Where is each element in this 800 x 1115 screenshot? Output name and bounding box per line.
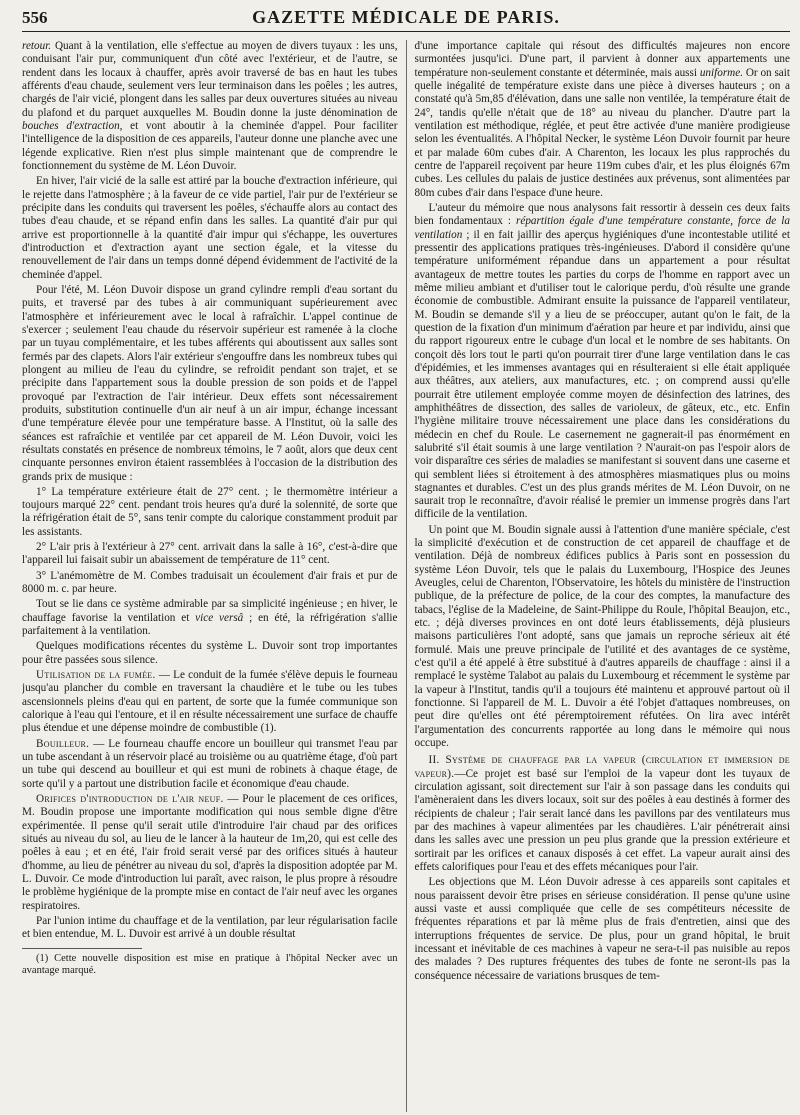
page-number: 556 xyxy=(22,8,48,27)
paragraph: L'auteur du mémoire que nous analysons fait ressortir à dessein ces deux faits bien fondamentaux : répartition égale d'une température constante, force de la ventilation ; il en fait jaillir des aperçus hygiéniques d'une incontestable utilité et pressentir des applications pratiques très-ingénieuses. D'abord il considère qu'une température uniformément répandue dans un appartement a pour résultat avantageux de mettre toutes les parties du corps de l'homme en rapport avec un même milieu ambiant et d'utiliser tout le calorique perdu, d'où résulte une grande économie de combustible. Admirant ensuite la puissance de l'appareil ventilateur, M. Boudin se demande s'il y a lieu de se préoccuper, autant qu'on le fait, de la question de la fixation d'un minimum d'aération par heure et par individu, ainsi que du rapport rigoureux entre le cubage d'un local et le nombre de ses habitants. On conçoit dès lors tout le parti qu'on pourrait tirer d'une large ventilation dans le cas d'épidémies, et les immenses avantages qui en résulteraient si elle était appliquée aux théâtres, aux ateliers, aux manufactures, etc. ; on comprend aussi qu'elle pourrait être utilement employée comme moyen de désinfection des latrines, des amphithéâtres de dissection, des salles de varioleux, de gâteux, etc., etc. Enfin l'hygiène militaire trouve nécessairement une place dans les considérations du médecin en chef du Roule. Le casernement ne gagnerait-il pas énormément en salubrité s'il était soumis à une large ventilation ? N'aurait-on pas l'espoir alors de voir disparaître ces séries de maladies se manifestant si souvent dans une caserne et qui semblent liées si étroitement à des atmosphères miasmatiques plus ou moins stagnantes et durables. C'est un des plus grands mérites de M. Léon Duvoir, on ne saurait trop le reconnaître, d'avoir réalisé le premier un immense progrès dans l'art difficile de la ventilation. xyxy=(414,201,790,521)
subheading-bouilleur: Bouilleur. xyxy=(36,737,90,750)
page-header xyxy=(22,6,790,32)
paragraph: Bouilleur. — Le fourneau chauffe encore un bouilleur qui transmet l'eau par un tube ascendant à un réservoir placé au troisième ou au quatrième étage, d'où part un tube qui descend au bouilleur et qui est muni de robinets à chaque étage, de sorte qu'il y a partout une distribution facile et économique d'eau chaude. xyxy=(22,737,398,790)
footnote: (1) Cette nouvelle disposition est mise en pratique à l'hôpital Necker avec un avantage marqué. xyxy=(22,952,398,977)
paragraph: Un point que M. Boudin signale aussi à l'attention d'une manière spéciale, c'est la simplicité d'exécution et de construction de cet appareil de chauffage et de ventilation. Déjà de nombreux édifices publics à Paris sont en possession du système Léon Duvoir, tels que le palais du Luxembourg, l'Hospice des Jeunes Aveugles, celui de Charenton, l'Observatoire, les hôtels du ministère de l'instruction publique, de la préfecture de police, de la cour des comptes, la manufacture des tabacs, l'église de la Madeleine, de Saint-Philippe du Roule, l'hôpital Beaujon, etc., etc. ; déjà diverses provinces en ont doté leurs établissements, déjà plusieurs maisons particulières l'ont adopté, sans que jamais un reproche sérieux ait été formulé. Mais une preuve principale de l'utilité et des avantages de ce système, c'est qu'il a été appelé à être substitué à d'autres appareils de chauffage : ainsi il a remplacé le système Talabot au palais du Luxembourg et récemment le système par la vapeur à l'Institut, tandis qu'il a toujours été maintenu et approuvé partout où il fonctionne. Si l'appareil de M. L. Duvoir a été l'objet d'attaques nombreuses, on peut dire qu'elles ont été péremptoirement réfutées. On lira avec intérêt l'argumentation des concurrents rapportée au long dans le mémoire qui nous occupe. xyxy=(414,523,790,750)
paragraph: d'une importance capitale qui résout des difficultés majeures non encore surmontées jusqu'ici. D'une part, il parvient à donner aux appartements une température non-seulement constante et déterminée, mais aussi uniforme. Or on sait quelle inégalité de température existe dans une pièce à diverses hauteurs ; on a constaté qu'à 5m,85 d'élévation, dans une salle non ventilée, la température était de 24°, tandis qu'elle n'était que de 18° au niveau du plancher. D'autre part la ventilation est méthodique, réglée, et peut être activée d'une manière prodigieuse selon les éventualités. A l'hôpital Necker, le système Léon Duvoir fournit par heure et par malade 60m cubes d'air. A Charenton, les locaux les plus rapprochés du centre de l'appareil reçoivent par heure 119m cubes d'air, et les plus éloignés 67m cubes. Les cellules du palais de justice destinées aux prévenus, sont alimentées par 80m cubes d'air dans l'espace d'une heure. xyxy=(414,40,790,199)
left-column xyxy=(22,40,407,1112)
paragraph: Pour l'été, M. Léon Duvoir dispose un grand cylindre rempli d'eau sortant du puits, et traversé par des tubes à air communiquant supérieurement avec l'atmosphère et inférieurement avec le local à rafraîchir. L'appel continue de s'exercer ; seulement l'eau chaude du réservoir supérieur est ramenée à la cloche par un tuyau complémentaire, et les tubes afférents qui aboutissent aux salles sont fermés par des clapets. Alors l'air extérieur s'engouffre dans les nombreux tubes qui plongent au milieu de l'eau du cylindre, se refroidit pendant son trajet, et se précipite dans l'appartement sous la double pression de son poids et de l'appel provoqué par l'extraction de l'air intérieur. Deux effets sont nécessairement produits, substitution continuelle d'un air neuf à un air impur, échange incessant d'une température élevée pour une température basse. A l'Institut, où la salle des séances est rafraîchie et ventilée par cet appareil de M. Léon Duvoir, voici les résultats constatés en présence de nombreux témoins, le 7 août, alors que deux cent cinquante personnes environ étaient rassemblées à l'occasion de la distribution des grands prix de musique : xyxy=(22,283,398,483)
footnote-divider xyxy=(22,948,142,949)
right-column xyxy=(407,40,791,1112)
paragraph: Tout se lie dans ce système admirable par sa simplicité ingénieuse ; en hiver, le chauffage favorise la ventilation et vice versâ ; en été, la réfrigération s'allie parfaitement à la ventilation. xyxy=(22,598,398,638)
lead-word: retour. xyxy=(22,40,52,52)
paragraph: 1° La température extérieure était de 27° cent. ; le thermomètre intérieur a toujours marqué 22° cent. pendant trois heures qu'a duré la solennité, de sorte que la réfrigération était de 5°, sans tenir compte du calorique constamment produit par les assistants. xyxy=(22,485,398,538)
paragraph: Les objections que M. Léon Duvoir adresse à ces appareils sont capitales et nous paraissent devoir être prises en sérieuse considération. Il pense qu'une usine aussi vaste et aussi compliquée que celle de ses compétiteurs nécessite de fréquentes réparations et par là même plus de frais d'entretien, ainsi que des interruptions fréquentes de service. De plus, pour un grand hôpital, le bruit incessant et inévitable de ces machines à vapeur ne sera-t-il pas nuisible au repos des malades ? Des ruptures fréquentes des tubes de fonte ne seront-ils pas la conséquence nécessaire de variations brusques de tem- xyxy=(414,876,790,982)
section-heading-vapeur: II. Système de chauffage par la vapeur (circulation et immersion de vapeur). xyxy=(414,754,790,780)
paragraph: 3° L'anémomètre de M. Combes traduisait un écoulement d'air frais et pur de 8000 m. c. par heure. xyxy=(22,569,398,596)
paragraph: Par l'union intime du chauffage et de la ventilation, par leur régularisation facile et bien entendue, M. L. Duvoir est arrivé à un double résultat xyxy=(22,915,398,941)
subheading-orifices: Orifices d'introduction de l'air neuf. xyxy=(36,793,224,806)
journal-title: GAZETTE MÉDICALE DE PARIS. xyxy=(252,7,560,27)
paragraph: Utilisation de la fumée. — Le conduit de la fumée s'élève depuis le fourneau jusqu'au plancher du comble en traversant la chaudière et le tube ou les tubes ascensionnels pleins d'eau qui en partent, de sorte que la fumée communique son calorique à l'eau qui l'entoure, et il en résulte nécessairement une surface de chauffe plus étendue et une dépense moindre de combustible (1). xyxy=(22,669,398,735)
paragraph: II. Système de chauffage par la vapeur (circulation et immersion de vapeur).—Ce projet est basé sur l'emploi de la vapeur dont les tuyaux de circulation agissant, soit directement sur l'air à son passage dans les conduits qui l'amèneraient dans les divers locaux, soit sur des poêles à eau destinés à former des récipients de chaleur ; l'air serait lancé dans les pavillons par des ventilateurs mus par des machines à vapeur alimentées par les chaudières. L'air pénétrerait ainsi dans les salles avec une pression un peu plus grande que la pression extérieure et sortirait par les orifices et canaux disposés à cet effet. La vapeur aurait ainsi des effets calorifiques pour l'eau et des effets mécaniques pour l'air. xyxy=(414,754,790,874)
article-columns xyxy=(22,40,790,1112)
paragraph: En hiver, l'air vicié de la salle est attiré par la bouche d'extraction inférieure, qui le rejette dans l'atmosphère ; à la faveur de ce vide partiel, l'air pur de l'extérieur se précipite dans les conduits qui traversent les poêles, s'échauffe alors au contact des tubes d'eau chaude, et se répand enfin dans les salles. La quantité d'air pur qui arrive est proportionnelle à la quantité d'air impur qui s'échappe, les ouvertures d'introduction et d'extraction ayant une section égale, et la vitesse du renouvellement de l'air dans un temps donné dépend évidemment de l'activité de la cheminée d'appel. xyxy=(22,175,398,281)
paragraph: Quelques modifications récentes du système L. Duvoir sont trop importantes pour être passées sous silence. xyxy=(22,640,398,666)
paragraph: retour. Quant à la ventilation, elle s'effectue au moyen de divers tuyaux : les uns, conduisant l'air pur, communiquent d'un côté avec l'extérieur, et de l'autre, se rendent dans les locaux à chauffer, après avoir traversé de bas en haut les tubes afférents d'eau chaude, seulement vers leur terminaison dans les poêles ; les autres, chargés de l'air vicié, plongent dans les salles par deux ouvertures situées au niveau du plafond et du parquet auxquelles M. Boudin donne la juste dénomination de bouches d'extraction, et vont aboutir à la cheminée d'appel. Pour faciliter l'intelligence de la disposition de ces appareils, l'auteur donne une planche avec une légende explicative. Rien n'est plus simple maintenant que de comprendre le fonctionnement du système de M. Léon Duvoir. xyxy=(22,40,398,172)
subheading-fumee: Utilisation de la fumée. xyxy=(36,669,156,682)
paragraph: 2° L'air pris à l'extérieur à 27° cent. arrivait dans la salle à 16°, c'est-à-dire que l'appareil lui faisait subir un abaissement de température de 11° cent. xyxy=(22,541,398,567)
paragraph: Orifices d'introduction de l'air neuf. — Pour le placement de ces orifices, M. Boudin propose une importante modification qui nous semble digne d'être expérimentée. Il pense qu'il serait utile d'introduire l'air chaud par des orifices situés au niveau du sol, au lieu de le lancer à la hauteur de 1m,20, qui est celle des poêles à eau ; et en été, l'air froid serait versé par des orifices situés à hauteur d'homme, au lieu de pénétrer au niveau du sol, d'après la disposition adoptée par M. L. Duvoir. Ce mode d'introduction lui paraît, avec raison, le plus propre à résoudre le problème hygiénique de la prompte mise en contact de l'air neuf avec les organes respiratoires. xyxy=(22,793,398,912)
